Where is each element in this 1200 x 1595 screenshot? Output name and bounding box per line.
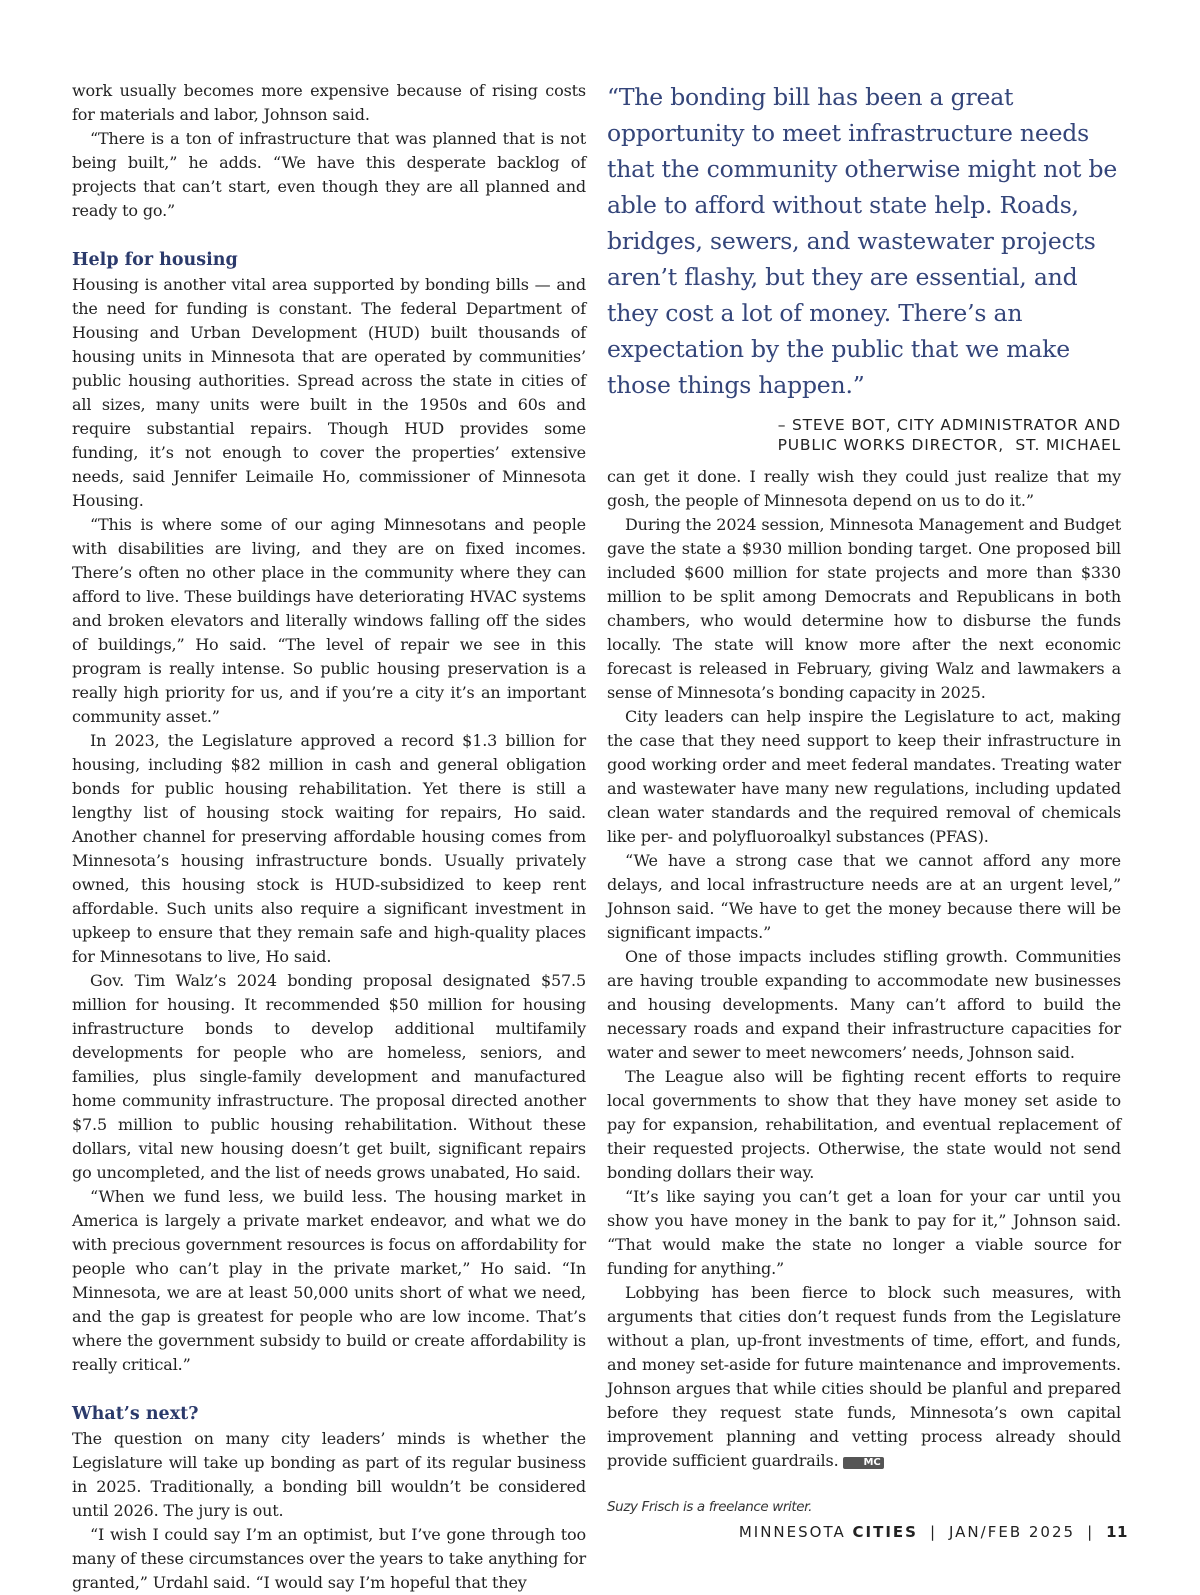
body-paragraph: “I wish I could say I’m an optimist, but I’ve gone through too many of these circumstances over the years to take anything for granted,” Urdahl said. “I would say I’m hopeful that they [72,1525,586,1592]
body-paragraph: City leaders can help inspire the Legislature to act, making the case that they need support to keep their infrastructure in good working order and meet federal mandates. Treating water and wastewater have many new regulations, including updated clean water standards and the required removal of chemicals like per- and polyfluoroalkyl substances (PFAS). [607,707,1121,846]
body-paragraph: “When we fund less, we build less. The housing market in America is largely a private market endeavor, and what we do with precious government resources is focus on affordability for people who can’t play in the private market,” Ho said. “In Minnesota, we are at least 50,000 units short of what we need, and the gap is greatest for people who are low income. That’s where the government subsidy to build or create affordability is really critical.” [72,1187,586,1374]
author-byline: Suzy Frisch is a freelance writer. [607,1499,812,1515]
body-paragraph: During the 2024 session, Minnesota Management and Budget gave the state a $930 million bonding target. One proposed bill included $600 million for state projects and more than $330 million to be split among Democrats and Republicans in both chambers, who would determine how to disburse the funds locally. The state will know more after the next economic forecast is released in February, giving Walz and lawmakers a sense of Minnesota’s bonding capacity in 2025. [607,515,1121,702]
attribution-line: – STEVE BOT, CITY ADMINISTRATOR AND [777,416,1121,434]
left-column [72,79,586,1595]
body-paragraph: “There is a ton of infrastructure that was planned that is not being built,” he adds. “We have this desperate backlog of projects that can’t start, even though they are all planned and ready to go.” [72,129,586,220]
section-heading-whats-next: What’s next? [72,1404,199,1424]
page-footer [739,1523,1128,1541]
footer-magazine-prefix: MINNESOTA [738,1523,846,1541]
footer-separator: | [1087,1523,1095,1541]
body-paragraph: “It’s like saying you can’t get a loan for your car until you show you have money in the bank to pay for it,” Johnson said. “That would make the state no longer a viable source for funding for anything.” [607,1187,1121,1278]
pull-quote [607,79,1121,455]
body-paragraph: “We have a strong case that we cannot afford any more delays, and local infrastructure needs are at an urgent level,” Johnson said. “We have to get the money because there will be significant impacts.” [607,851,1121,942]
right-column [607,79,1121,1515]
section-heading-help-for-housing: Help for housing [72,250,238,270]
end-mark-icon: MC [843,1457,884,1469]
body-paragraph: “This is where some of our aging Minnesotans and people with disabilities are living, and they are on fixed incomes. There’s often no other place in the community where they can afford to live. These buildings have deteriorating HVAC systems and broken elevators and literally windows falling off the sides of buildings,” Ho said. “The level of repair we see in this program is really intense. So public housing preservation is a really high priority for us, and if you’re a city it’s an important community asset.” [72,515,586,726]
body-paragraph: Housing is another vital area supported by bonding bills — and the need for funding is constant. The federal Department of Housing and Urban Development (HUD) built thousands of housing units in Minnesota that are operated by communities’ public housing authorities. Spread across the state in cities of all sizes, many units were built in the 1950s and 60s and require substantial repairs. Though HUD provides some funding, it’s not enough to cover the properties’ extensive needs, said Jennifer Leimaile Ho, commissioner of Minnesota Housing. [72,275,586,510]
body-paragraph: Gov. Tim Walz’s 2024 bonding proposal designated $57.5 million for housing. It recommended $50 million for housing infrastructure bonds to develop additional multifamily developments for people who are homeless, seniors, and families, plus single-family development and manufactured home community infrastructure. The proposal directed another $7.5 million to public housing rehabilitation. Without these dollars, vital new housing doesn’t get built, significant repairs go uncompleted, and the list of needs grows unabated, Ho said. [72,971,586,1182]
page-number: 11 [1106,1523,1128,1541]
body-paragraph: can get it done. I really wish they could just realize that my gosh, the people of Minnesota depend on us to do it.” [607,467,1121,510]
body-paragraph-final [607,1281,1121,1473]
body-paragraph: In 2023, the Legislature approved a record $1.3 billion for housing, including $82 million in cash and general obligation bonds for public housing rehabilitation. Yet there is still a lengthy list of housing stock waiting for repairs, Ho said. Another channel for preserving affordable housing comes from Minnesota’s housing infrastructure bonds. Usually privately owned, this housing stock is HUD-subsidized to keep rent affordable. Such units also require a significant investment in upkeep to ensure that they remain safe and high-quality places for Minnesotans to live, Ho said. [72,731,586,966]
body-paragraph: The question on many city leaders’ minds is whether the Legislature will take up bonding as part of its regular business in 2025. Traditionally, a bonding bill wouldn’t be considered until 2026. The jury is out. [72,1429,586,1520]
pull-quote-text: “The bonding bill has been a great opportunity to meet infrastructure needs that the community otherwise might not be able to afford without state help. Roads, bridges, sewers, and wastewater projects aren’t flashy, but they are essential, and they cost a lot of money. There’s an expectation by the public that we make those things happen.” [607,83,1118,399]
body-paragraph: The League also will be fighting recent efforts to require local governments to show that they have money set aside to pay for expansion, rehabilitation, and eventual replacement of their requested projects. Otherwise, the state would not send bonding dollars their way. [607,1067,1121,1182]
attribution-line: PUBLIC WORKS DIRECTOR, ST. MICHAEL [777,436,1121,454]
body-paragraph: One of those impacts includes stifling growth. Communities are having trouble expanding to accommodate new businesses and housing developments. Many can’t afford to build the necessary roads and expand their infrastructure capacities for water and sewer to meet newcomers’ needs, Johnson said. [607,947,1121,1062]
footer-magazine-name: CITIES [852,1523,918,1541]
body-paragraph: work usually becomes more expensive because of rising costs for materials and labor, Johnson said. [72,81,586,124]
pull-quote-attribution [607,415,1121,455]
footer-separator: | [929,1523,938,1541]
footer-issue-date: JAN/FEB 2025 [949,1523,1076,1541]
final-paragraph-text: Lobbying has been fierce to block such measures, with arguments that cities don’t request funds from the Legislature without a plan, up-front investments of time, effort, and funds, and money set-aside for future maintenance and improvements. Johnson argues that while cities should be planful and prepared before they request state funds, Minnesota’s own capital improvement planning and vetting process already should provide sufficient guardrails. [607,1283,1121,1470]
